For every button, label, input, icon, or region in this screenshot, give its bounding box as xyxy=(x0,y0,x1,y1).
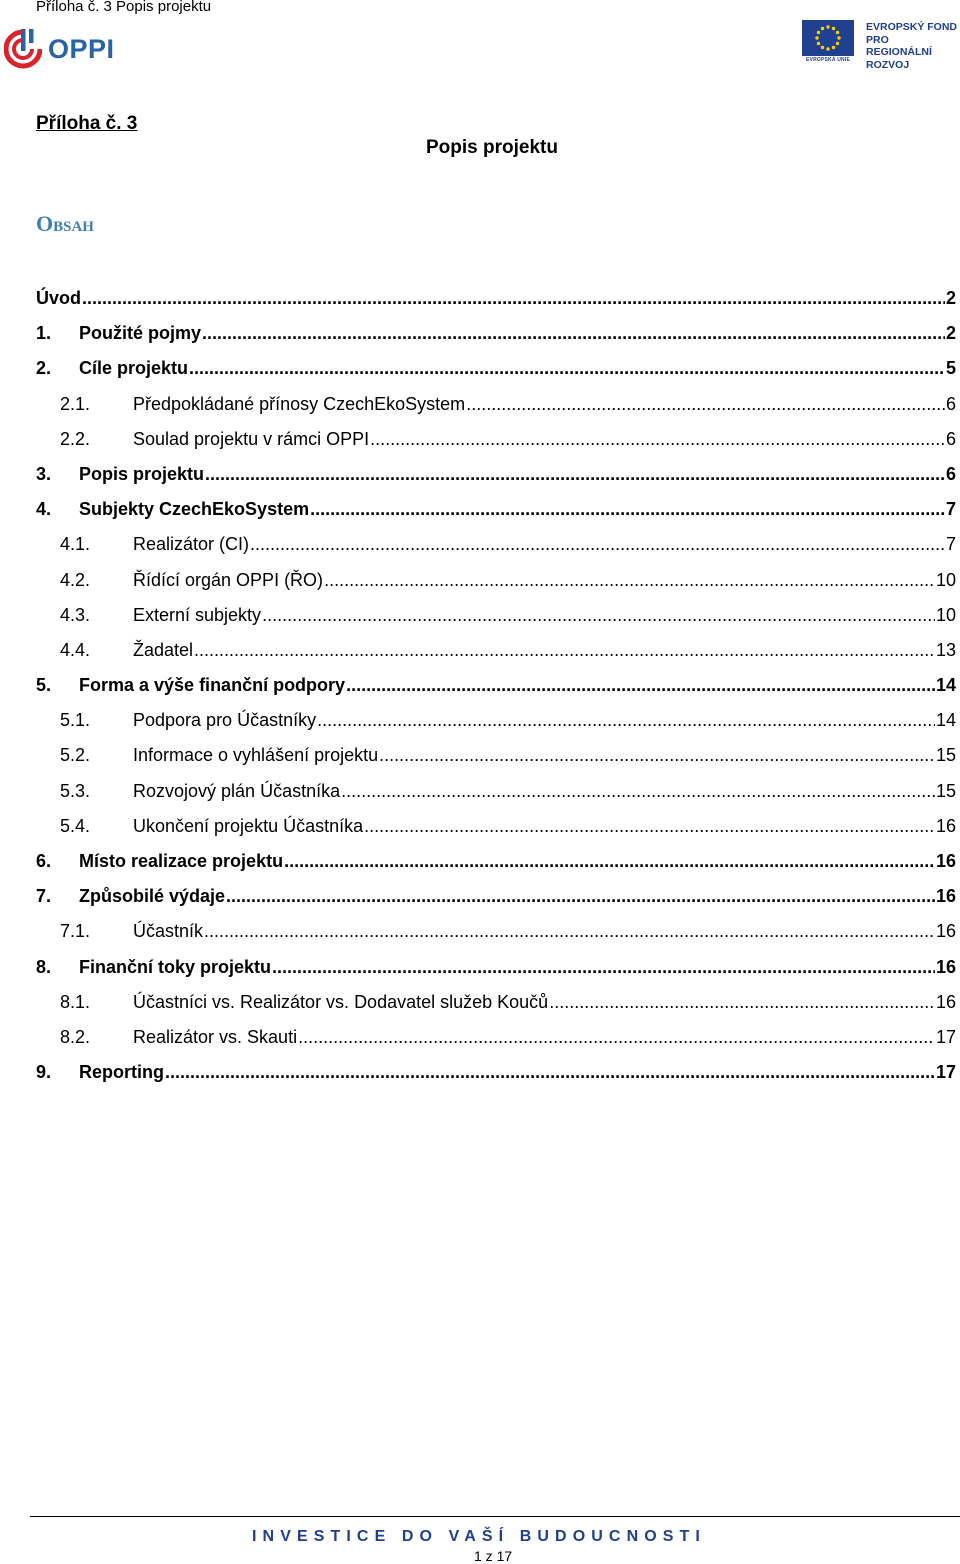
toc-entry-title: Předpokládané přínosy CzechEkoSystem xyxy=(133,393,466,414)
toc-entry-title: Subjekty CzechEkoSystem xyxy=(79,499,310,520)
toc-dot-leader xyxy=(370,429,945,450)
toc-entry-title: Realizátor (CI) xyxy=(133,534,250,555)
toc-entry-page: 16 xyxy=(935,886,956,907)
toc-entry-title: Forma a výše finanční podpory xyxy=(79,675,346,696)
toc-entry-title: Způsobilé výdaje xyxy=(79,886,226,907)
toc-entry-page: 16 xyxy=(935,956,956,977)
toc-entry-title: Cíle projektu xyxy=(79,358,189,379)
toc-dot-leader xyxy=(466,394,945,415)
toc-entry-title: Použité pojmy xyxy=(79,323,202,344)
toc-entry[interactable] xyxy=(36,675,956,710)
toc-entry-page: 16 xyxy=(935,991,956,1012)
toc-dot-leader xyxy=(310,499,945,520)
toc-entry[interactable] xyxy=(36,710,956,745)
toc-entry[interactable] xyxy=(36,429,956,464)
toc-dot-leader xyxy=(205,464,945,485)
toc-entry[interactable] xyxy=(36,921,956,956)
toc-entry-page: 7 xyxy=(945,534,956,555)
toc-entry-number: 1. xyxy=(36,323,52,344)
toc-entry-page: 6 xyxy=(945,428,956,449)
toc-entry-page: 6 xyxy=(945,463,956,484)
toc-entry-number: 2.1. xyxy=(60,393,91,414)
toc-dot-leader xyxy=(284,851,935,872)
toc-entry-number: 4.2. xyxy=(60,569,91,590)
toc-entry-title: Účastníci vs. Realizátor vs. Dodavatel služeb Koučů xyxy=(133,991,549,1012)
toc-entry[interactable] xyxy=(36,394,956,429)
table-of-contents xyxy=(36,288,956,1097)
toc-dot-leader xyxy=(341,781,935,802)
document-title: Popis projektu xyxy=(426,137,558,158)
toc-entry[interactable] xyxy=(36,605,956,640)
toc-entry-number: 2.2. xyxy=(60,428,91,449)
toc-entry-page: 10 xyxy=(935,569,956,590)
toc-entry-number: 5.1. xyxy=(60,710,91,731)
toc-entry[interactable] xyxy=(36,1027,956,1062)
toc-entry-page: 14 xyxy=(935,710,956,731)
eu-fund-line: EVROPSKÝ FOND xyxy=(866,21,958,33)
toc-dot-leader xyxy=(272,957,935,978)
toc-entry-number: 4.3. xyxy=(60,604,91,625)
eu-fund-logo xyxy=(802,20,958,71)
toc-dot-leader xyxy=(324,570,935,591)
toc-entry[interactable] xyxy=(36,358,956,393)
toc-dot-leader xyxy=(165,1062,935,1083)
toc-entry-title: Místo realizace projektu xyxy=(79,851,284,871)
toc-entry-number: 6. xyxy=(36,851,52,871)
toc-entry-title: Soulad projektu v rámci OPPI xyxy=(133,428,370,449)
toc-dot-leader xyxy=(194,640,935,661)
toc-entry[interactable] xyxy=(36,464,956,499)
toc-entry[interactable] xyxy=(36,816,956,851)
toc-entry-title: Účastník xyxy=(133,921,204,942)
toc-entry-title: Žadatel xyxy=(133,639,194,660)
eu-flag-icon xyxy=(802,20,854,56)
toc-entry-title: Reporting xyxy=(79,1062,164,1083)
toc-entry-title: Externí subjekty xyxy=(133,604,262,625)
toc-entry-title: Ukončení projektu Účastníka xyxy=(133,815,364,836)
toc-entry-page: 17 xyxy=(935,1026,956,1047)
toc-entry-page: 2 xyxy=(945,288,956,308)
toc-entry-page: 14 xyxy=(935,675,956,696)
toc-dot-leader xyxy=(226,886,935,907)
toc-entry-page: 15 xyxy=(935,745,956,766)
toc-heading: Obsah xyxy=(36,211,94,236)
toc-dot-leader xyxy=(549,992,935,1013)
toc-entry-title: Úvod xyxy=(36,288,81,308)
toc-entry-page: 17 xyxy=(935,1062,956,1083)
eu-flag-caption: EVROPSKÁ UNIE xyxy=(806,57,850,63)
toc-dot-leader xyxy=(346,675,935,696)
toc-dot-leader xyxy=(364,816,935,837)
toc-entry[interactable] xyxy=(36,886,956,921)
toc-entry-number: 8. xyxy=(36,956,52,977)
toc-entry-number: 5. xyxy=(36,675,52,696)
toc-entry[interactable] xyxy=(36,851,956,886)
eu-fund-line: ROZVOJ xyxy=(866,58,910,71)
toc-entry-title: Informace o vyhlášení projektu xyxy=(133,745,379,766)
toc-entry-page: 13 xyxy=(935,639,956,660)
toc-entry-number: 5.2. xyxy=(60,745,91,766)
toc-entry-page: 16 xyxy=(935,815,956,836)
toc-entry[interactable] xyxy=(36,1062,956,1097)
footer-slogan: INVESTICE DO VAŠÍ BUDOUCNOSTI xyxy=(252,1528,706,1545)
toc-entry[interactable] xyxy=(36,992,956,1027)
toc-entry-number: 8.1. xyxy=(60,991,91,1012)
oppi-emblem-icon xyxy=(4,29,42,69)
eu-fund-name xyxy=(866,21,957,71)
toc-entry-number: 7. xyxy=(36,886,52,907)
toc-entry-page: 6 xyxy=(945,393,956,414)
toc-entry[interactable] xyxy=(36,323,956,358)
toc-dot-leader xyxy=(204,921,935,942)
toc-entry-page: 10 xyxy=(935,604,956,625)
annex-label: Příloha č. 3 xyxy=(36,113,138,134)
toc-entry-number: 7.1. xyxy=(60,921,91,942)
toc-entry-title: Rozvojový plán Účastníka xyxy=(133,780,341,801)
toc-dot-leader xyxy=(82,288,945,309)
toc-entry-number: 4.1. xyxy=(60,534,91,555)
toc-entry[interactable] xyxy=(36,957,956,992)
oppi-logo xyxy=(4,26,132,72)
footer-divider xyxy=(30,1516,960,1517)
toc-entry-title: Popis projektu xyxy=(79,463,205,484)
toc-entry-page: 16 xyxy=(935,851,956,871)
toc-entry-title: Podpora pro Účastníky xyxy=(133,710,317,731)
eu-fund-line: PRO REGIONÁLNÍ xyxy=(866,33,932,58)
toc-dot-leader xyxy=(202,323,945,344)
toc-entry[interactable] xyxy=(36,288,956,323)
toc-entry[interactable] xyxy=(36,570,956,605)
toc-dot-leader xyxy=(262,605,935,626)
toc-entry-number: 8.2. xyxy=(60,1026,91,1047)
toc-dot-leader xyxy=(298,1027,935,1048)
toc-entry-number: 4.4. xyxy=(60,639,91,660)
toc-entry-page: 2 xyxy=(945,323,956,344)
toc-entry-number: 5.3. xyxy=(60,780,91,801)
running-header: Příloha č. 3 Popis projektu xyxy=(36,0,212,15)
toc-entry-page: 5 xyxy=(945,358,956,379)
toc-dot-leader xyxy=(379,745,935,766)
toc-entry-title: Řídící orgán OPPI (ŘO) xyxy=(133,569,324,590)
toc-entry-title: Finanční toky projektu xyxy=(79,956,272,977)
toc-entry[interactable] xyxy=(36,745,956,780)
toc-entry[interactable] xyxy=(36,534,956,569)
oppi-logo-text: OPPI xyxy=(48,33,115,64)
toc-dot-leader xyxy=(250,534,945,555)
toc-entry-page: 15 xyxy=(935,780,956,801)
toc-entry-number: 2. xyxy=(36,358,52,379)
toc-entry-number: 5.4. xyxy=(60,815,91,836)
toc-entry[interactable] xyxy=(36,781,956,816)
toc-entry-title: Realizátor vs. Skauti xyxy=(133,1026,298,1047)
toc-entry-page: 7 xyxy=(945,499,956,520)
toc-entry-number: 3. xyxy=(36,463,52,484)
toc-dot-leader xyxy=(317,710,935,731)
toc-entry-number: 9. xyxy=(36,1062,52,1083)
toc-entry-page: 16 xyxy=(935,921,956,942)
toc-entry-number: 4. xyxy=(36,499,52,520)
toc-entry[interactable] xyxy=(36,499,956,534)
toc-entry[interactable] xyxy=(36,640,956,675)
page-number: 1 z 17 xyxy=(474,1548,513,1564)
toc-dot-leader xyxy=(189,358,945,379)
